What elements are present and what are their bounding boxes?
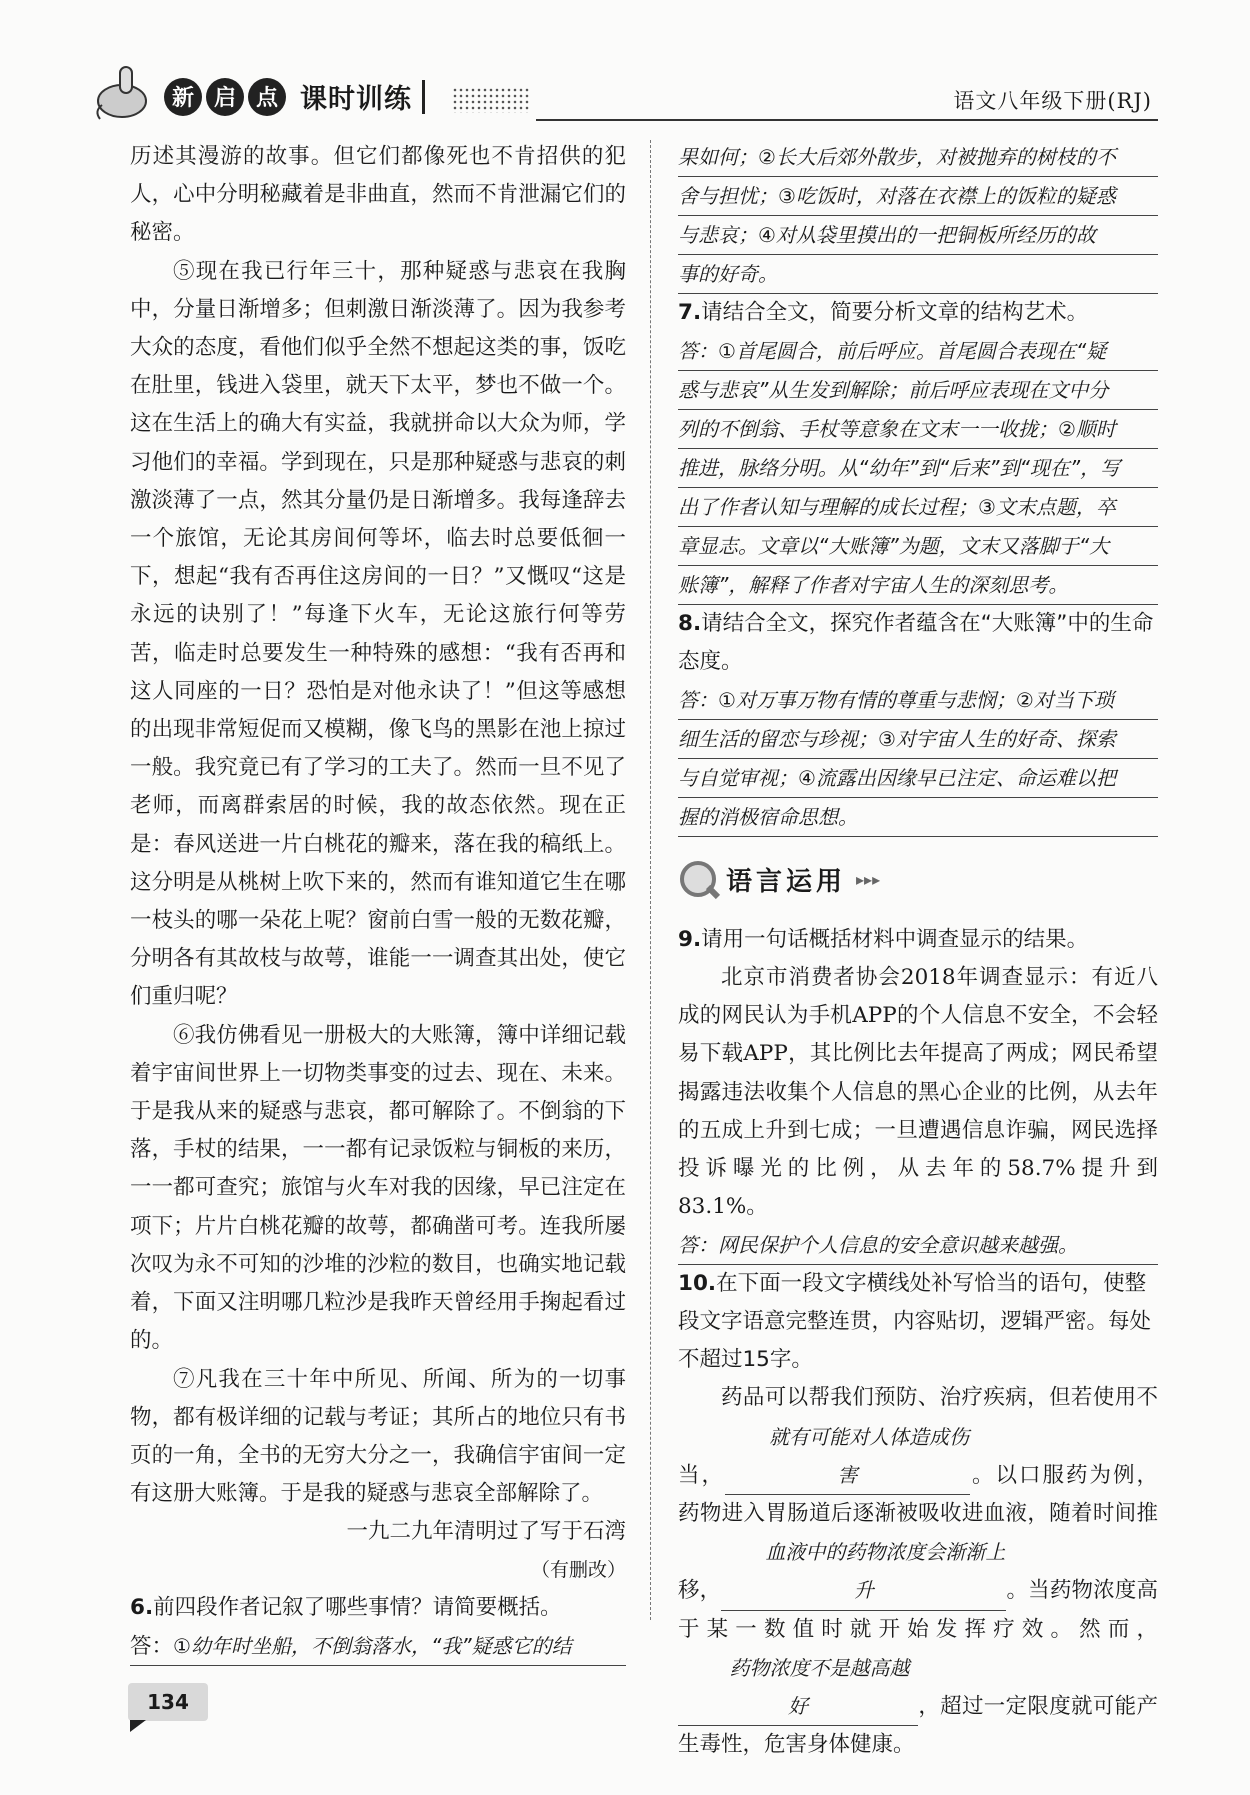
right-column [678, 138, 1158, 1764]
header-dots [452, 87, 530, 113]
question-7-text: 请结合全文，简要分析文章的结构艺术。 [701, 300, 1089, 325]
question-10-number: 10. [678, 1271, 717, 1297]
magnifier-icon [678, 859, 718, 899]
answer-8-line-3: 与自觉审视；④流露出因缘早已注定、命运难以把 [678, 759, 1158, 798]
book-title: 语文八年级下册(RJ) [953, 89, 1152, 113]
passage-text-1: 药品可以帮我们预防、治疗疾病，但若使用不当， [678, 1385, 1158, 1488]
question-6-text: 前四段作者记叙了哪些事情？请简要概括。 [153, 1595, 562, 1621]
question-9-text: 请用一句话概括材料中调查显示的结果。 [701, 927, 1089, 952]
blank-1[interactable]: 就有可能对人体造成伤害 [725, 1418, 970, 1495]
brand-char-1: 新 [164, 78, 202, 116]
question-9 [678, 921, 1158, 959]
section-title: 语言运用 [726, 866, 847, 897]
answer-6-line-1: ①幼年时坐船，不倒翁落水，“我”疑惑它的结 [173, 1634, 572, 1659]
answer-line [130, 1627, 626, 1666]
page-header [92, 55, 1158, 125]
answer-9 [678, 1226, 1158, 1265]
answer-7-line-4: 推进，脉络分明。从“幼年”到“后来”到“现在”，写 [678, 449, 1158, 488]
section-header-language-use [678, 849, 1158, 909]
answer-7-line-5: 出了作者认知与理解的成长过程；③文末点题，卒 [678, 488, 1158, 527]
question-9-number: 9. [678, 927, 702, 952]
answer-7-line-6: 章显志。文章以“大账簿”为题，文末又落脚于“大 [678, 527, 1158, 566]
page-number: 134 [128, 1683, 208, 1721]
answer-label: 答： [130, 1634, 174, 1660]
question-10 [678, 1265, 1158, 1379]
question-10-text: 在下面一段文字横线处补写恰当的语句，使整段文字语意完整连贯，内容贴切，逻辑严密。每处不超过15字。 [678, 1271, 1152, 1373]
question-8-number: 8. [678, 611, 702, 636]
answer-7-line-7: 账簿”，解释了作者对宇宙人生的深刻思考。 [678, 566, 1158, 605]
answer-8-line-1: 答：①对万事万物有情的尊重与悲悯；②对当下琐 [678, 681, 1158, 720]
answer-7-line-2: 惑与悲哀”从生发到解除；前后呼应表现在文中分 [678, 371, 1158, 410]
question-7-number: 7. [678, 300, 702, 325]
column-divider [650, 140, 651, 1620]
answer-6-line-3: 舍与担忧；③吃饭时，对落在衣襟上的饭粒的疑惑 [678, 177, 1158, 216]
arrows-icon: ▸▸▸ [856, 869, 881, 889]
answer-8-line-2: 细生活的留恋与珍视；③对宇宙人生的好奇、探索 [678, 720, 1158, 759]
question-6-number: 6. [130, 1595, 154, 1621]
answer-7 [678, 332, 1158, 605]
answer-6-start [130, 1627, 626, 1666]
answer-7-line-1: 答：①首尾圆合，前后呼应。首尾圆合表现在“疑 [678, 332, 1158, 371]
answer-7-line-3: 列的不倒翁、手杖等意象在文末一一收拢；②顺时 [678, 410, 1158, 449]
thumbs-up-icon [92, 61, 158, 121]
brand-char-2: 启 [206, 78, 244, 116]
left-column [130, 138, 626, 1666]
answer-8 [678, 681, 1158, 837]
paragraph-5: ⑤现在我已行年三十，那种疑惑与悲哀在我胸中，分量日渐增多；但刺激日渐淡薄了。因为我参考大众的态度，看他们似乎全然不想起这类的事，饭吃在肚里，钱进入袋里，就天下太平，梦也不做一个。这在生活上的确大有实益，我就拼命以大众为师，学习他们的幸福。学到现在，只是那种疑惑与悲哀的刺激淡薄了一点，然其分量仍是日渐增多。我每逢辞去一个旅馆，无论其房间何等坏，临去时总要低徊一下，想起“我有否再住这房间的一日？”又慨叹“这是永远的诀别了！”每逢下火车，无论这旅行何等劳苦，临走时总要发生一种特殊的感想：“我有否再和这人同座的一日？恐怕是对他永诀了！”但这等感想的出现非常短促而又模糊，像飞鸟的黑影在池上掠过一般。我究竟已有了学习的工夫了。然而一旦不见了老师，而离群索居的时候，我的故态依然。现在正是：春风送进一片白桃花的瓣来，落在我的稿纸上。这分明是从桃树上吹下来的，然而有谁知道它生在哪一枝头的哪一朵花上呢？窗前白雪一般的无数花瓣，分明各有其故枝与故萼，谁能一一调查其出处，使它们重归呢？ [130, 258, 626, 1010]
answer-9-line: 答：网民保护个人信息的安全意识越来越强。 [678, 1226, 1158, 1265]
answer-6-line-4: 与悲哀；④对从袋里摸出的一把铜板所经历的故 [678, 216, 1158, 255]
answer-8-line-4: 握的消极宿命思想。 [678, 798, 1158, 837]
blank-3[interactable]: 药物浓度不是越高越好 [678, 1649, 918, 1726]
brand-logo [164, 77, 425, 116]
question-9-material: 北京市消费者协会2018年调查显示：有近八成的网民认为手机APP的个人信息不安全，不会轻易下载APP，其比例比去年提高了两成；网民希望揭露违法收集个人信息的黑心企业的比例，从去年的五成上升到七成；一旦遭遇信息诈骗，网民选择投诉曝光的比例，从去年的58.7%提升到83.1%。 [678, 965, 1158, 1220]
header-rule [536, 119, 1158, 121]
series-title: 课时训练 [300, 84, 412, 115]
answer-6-line-2: 果如何；②长大后郊外散步，对被抛弃的树枝的不 [678, 138, 1158, 177]
question-6 [130, 1589, 626, 1627]
question-8 [678, 605, 1158, 681]
answer-6-line-5: 事的好奇。 [678, 255, 1158, 294]
paragraph-7: ⑦凡我在三十年中所见、所闻、所为的一切事物，都有极详细的记载与考证；其所占的地位只有书页的一角，全书的无穷大分之一，我确信宇宙间一定有这册大账簿。于是我的疑惑与悲哀全部解除了。 [130, 1366, 626, 1507]
answer-6-cont [678, 138, 1158, 294]
passage-text-4: ，超过一定限度就可能产生毒性，危害身体健康。 [678, 1694, 1158, 1758]
blank-2[interactable]: 血液中的药物浓度会渐渐上升 [721, 1533, 1006, 1610]
question-7 [678, 294, 1158, 332]
date-line: 一九二九年清明过了写于石湾 [346, 1519, 626, 1545]
brand-char-3: 点 [248, 78, 286, 116]
passage-text-3: 。当药物浓度高于某一数值时就开始发挥疗效。然而， [678, 1578, 1158, 1642]
paragraph-6: ⑥我仿佛看见一册极大的大账簿，簿中详细记载着宇宙间世界上一切物类事变的过去、现在、未来。于是我从来的疑惑与悲哀，都可解除了。不倒翁的下落，手杖的结果，一一都有记录饭粒与铜板的来历，一一都可查究；旅馆与火车对我的因缘，早已注定在项下；片片白桃花瓣的故萼，都确凿可考。连我所屡次叹为永不可知的沙堆的沙粒的数目，也确实地记载着，下面又注明哪几粒沙是我昨天曾经用手掬起看过的。 [130, 1022, 626, 1354]
question-8-text: 请结合全文，探究作者蕴含在“大账簿”中的生命态度。 [678, 611, 1154, 674]
question-10-passage [678, 1379, 1158, 1764]
source-note: （有删改） [530, 1559, 626, 1582]
header-bar [422, 80, 425, 114]
paragraph-4-end: 历述其漫游的故事。但它们都像死也不肯招供的犯人，心中分明秘藏着是非曲直，然而不肯泄漏它们的秘密。 [130, 144, 626, 246]
page-corner-marker [130, 1720, 146, 1732]
passage-text-2: 。以口服药为例，药物进入胃肠道后逐渐被吸收进血液，随着时间推移， [678, 1462, 1158, 1604]
